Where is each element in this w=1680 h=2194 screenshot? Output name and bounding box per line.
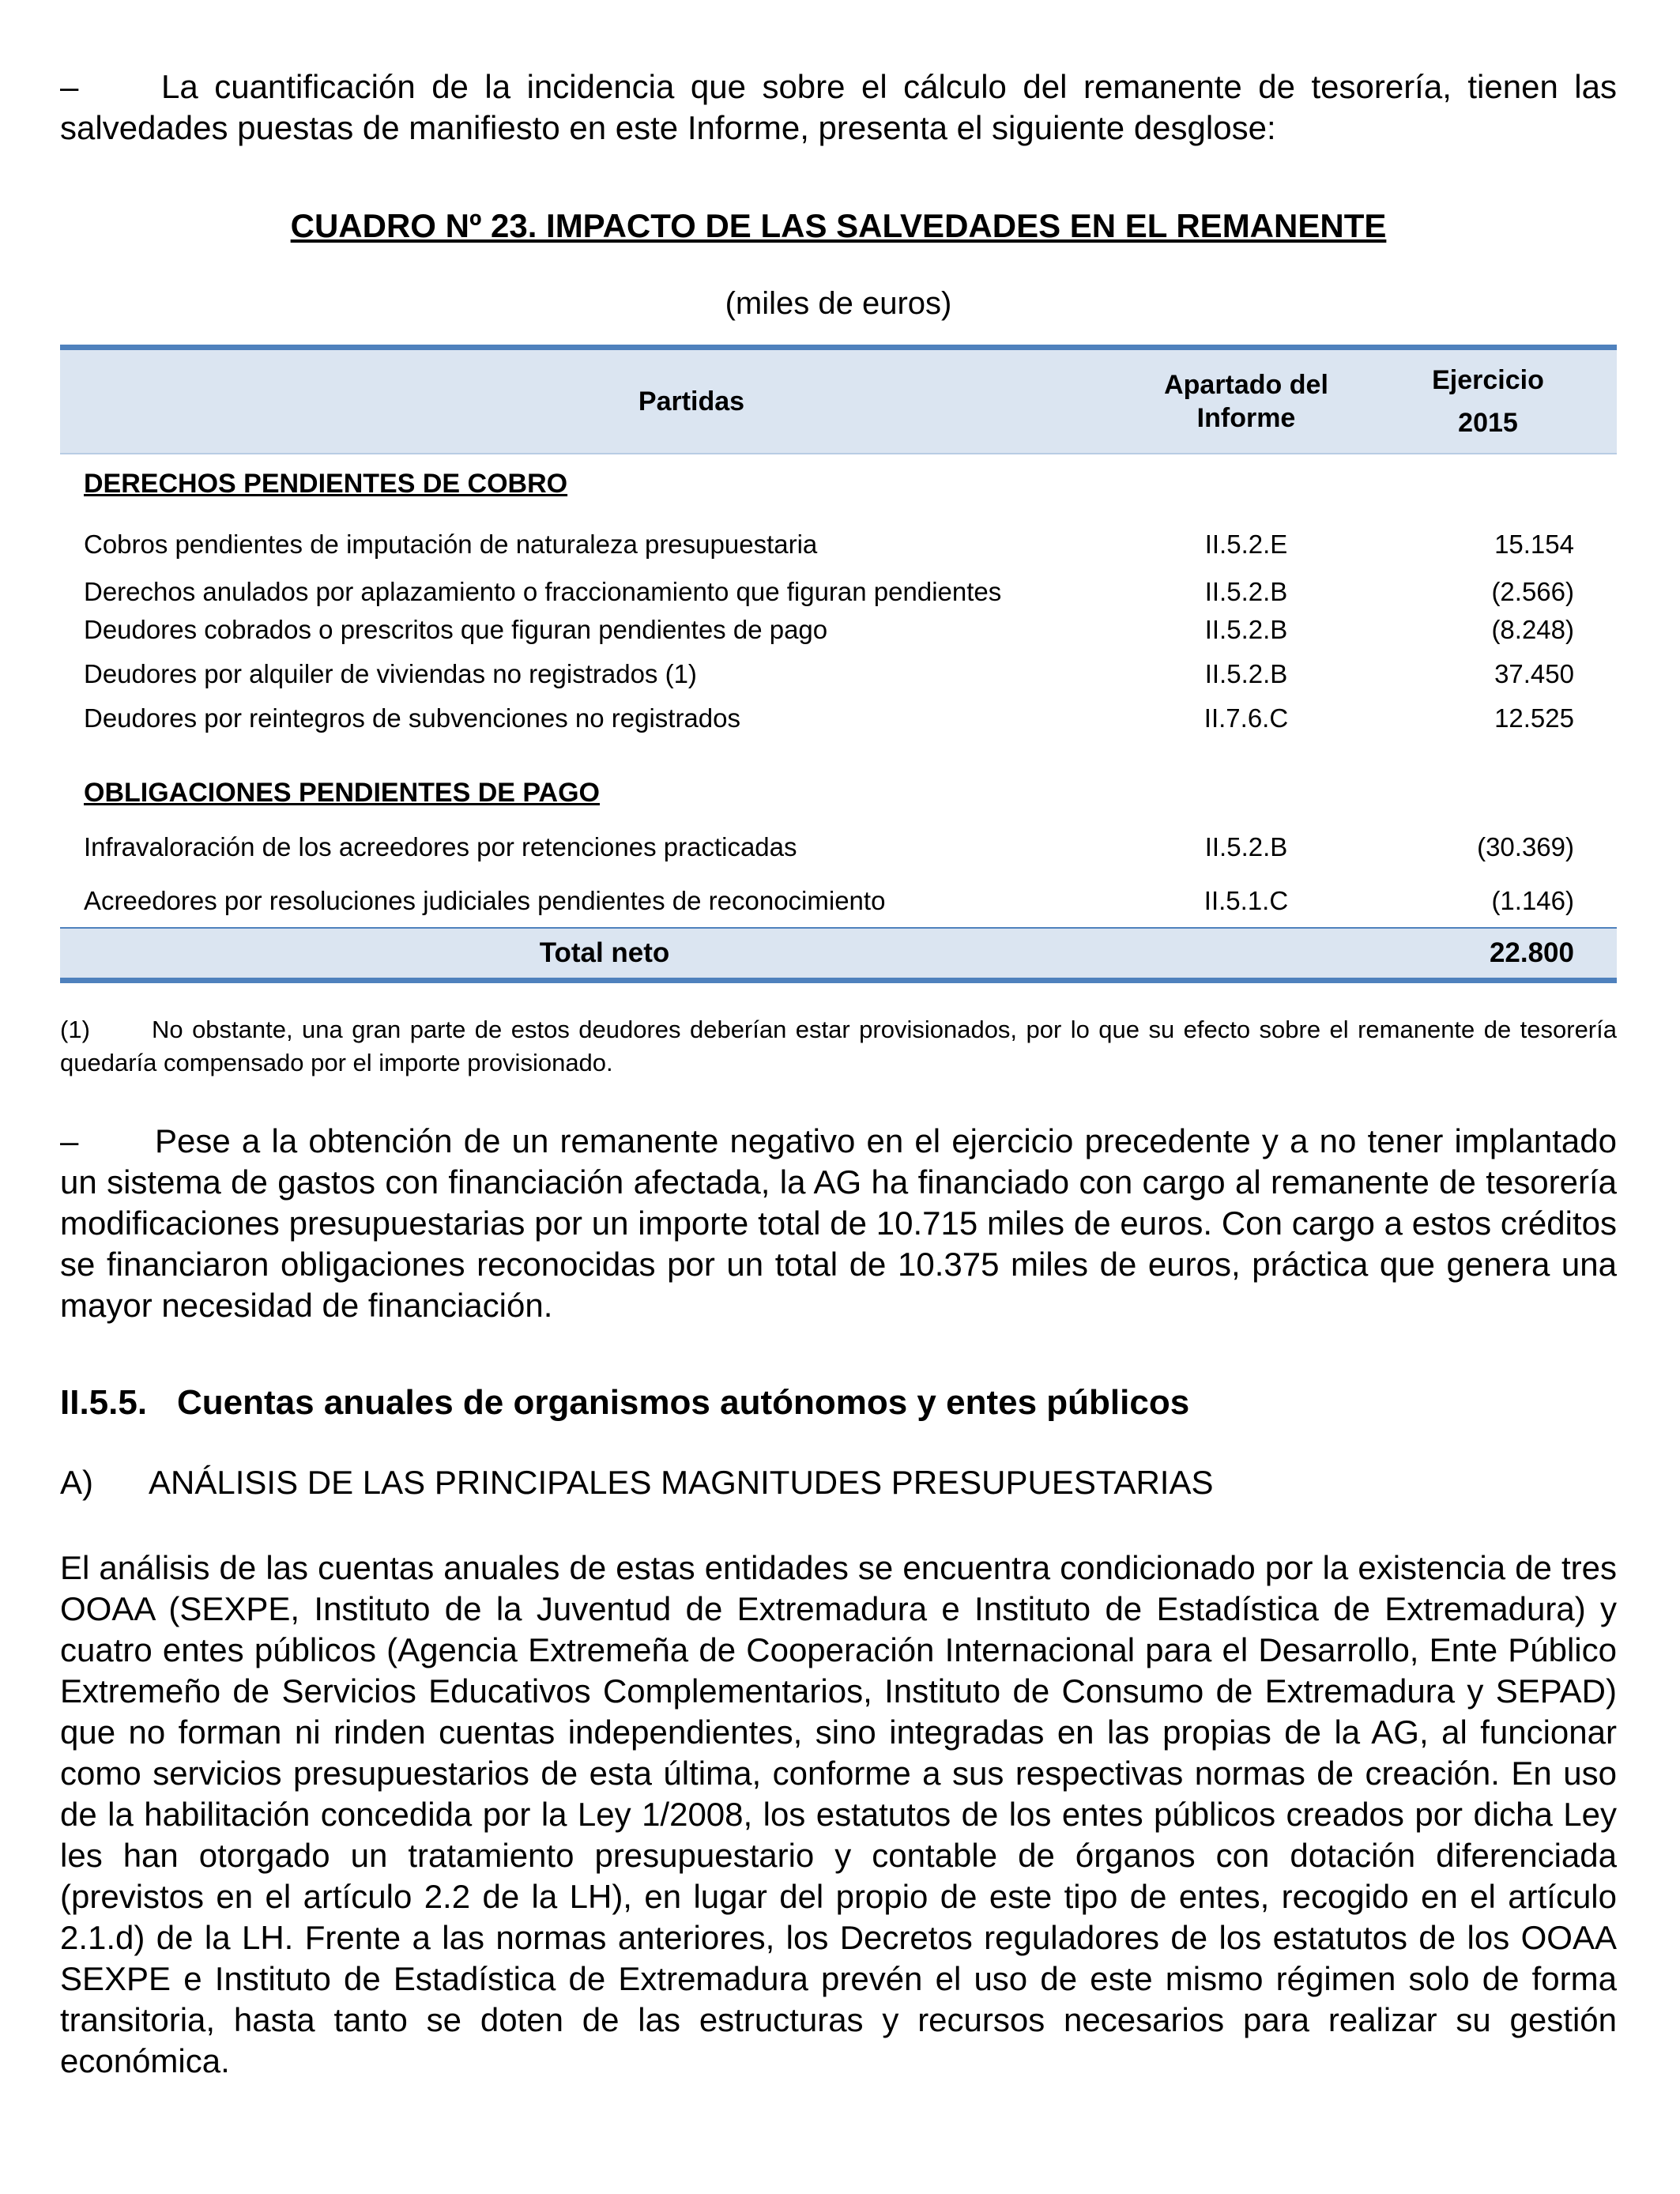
- table-row: [60, 569, 1617, 610]
- table-top-rule: [60, 345, 1617, 350]
- row-apartado: II.5.2.B: [1204, 832, 1288, 861]
- section-heading-row: [60, 454, 1617, 514]
- row-value: (8.248): [1491, 615, 1574, 644]
- section-number: II.5.5.: [60, 1383, 148, 1422]
- row-label: Deudores por alquiler de viviendas no registrados (1): [84, 659, 697, 688]
- section-title: Cuentas anuales de organismos autónomos y entes públicos: [177, 1383, 1190, 1422]
- col-header-ejercicio-label: Ejercicio: [1432, 365, 1544, 395]
- row-label: Cobros pendientes de imputación de naturaleza presupuestaria: [84, 530, 818, 559]
- row-label: Infravaloración de los acreedores por retenciones practicadas: [84, 832, 797, 861]
- row-label: Derechos anulados por aplazamiento o fraccionamiento que figuran pendientes: [84, 577, 1002, 606]
- salvedades-table: [60, 345, 1617, 983]
- section-heading: [60, 1383, 1617, 1423]
- row-value: 15.154: [1494, 530, 1574, 559]
- paragraph-remanente: [60, 1121, 1617, 1326]
- intro-paragraph: [60, 66, 1617, 149]
- row-label: Deudores cobrados o prescritos que figuran pendientes de pago: [84, 615, 828, 644]
- row-apartado: II.5.2.E: [1204, 530, 1288, 559]
- row-apartado: II.7.6.C: [1203, 703, 1289, 733]
- row-apartado: II.5.2.B: [1204, 615, 1288, 644]
- subsection-title: ANÁLISIS DE LAS PRINCIPALES MAGNITUDES PRESUPUESTARIAS: [149, 1464, 1214, 1501]
- para2-dash: –: [60, 1122, 79, 1159]
- table-title: CUADRO Nº 23. IMPACTO DE LAS SALVEDADES EN EL REMANENTE: [290, 207, 1387, 244]
- intro-text: La cuantificación de la incidencia que sobre el cálculo del remanente de tesorería, tienen las salvedades puestas de manifiesto en este Informe, presenta el siguiente desglose:: [60, 68, 1617, 146]
- paragraph-analisis: El análisis de las cuentas anuales de estas entidades se encuentra condicionado por la existencia de tres OOAA (SEXPE, Instituto de la Juventud de Extremadura e Instituto de Estadística de Extremadura) y cuatro entes públicos (Agencia Extremeña de Cooperación Internacional para el Desarrollo, Ente Público Extremeño de Servicios Educativos Complementarios, Instituto de Consumo de Extremadura y SEPAD) que no forman ni rinden cuentas independientes, sino integradas en las propias de la AG, al funcionar como servicios presupuestarios de esta última, conforme a sus respectivas normas de creación. En uso de la habilitación concedida por la Ley 1/2008, los estatutos de los entes públicos creados por dicha Ley les han otorgado un tratamiento presupuestario y contable de órganos con dotación diferenciada (previstos en el artículo 2.2 de la LH), en lugar del propio de este tipo de entes, recogido en el artículo 2.1.d) de la LH. Frente a las normas anteriores, los Decretos reguladores de los estatutos de los OOAA SEXPE e Instituto de Estadística de Extremadura prevén el uso de este mismo régimen solo de forma transitoria, hasta tanto se doten de las estructuras y recursos necesarios para realizar su gestión económica.: [60, 1549, 1617, 2079]
- footnote-text: No obstante, una gran parte de estos deudores deberían estar provisionados, por lo que su efecto sobre el remanente de tesorería quedaría compensado por el importe provisionado.: [60, 1016, 1617, 1076]
- total-row: [60, 928, 1617, 978]
- row-value: (30.369): [1477, 832, 1574, 861]
- table-row: [60, 873, 1617, 928]
- row-value: (2.566): [1491, 577, 1574, 606]
- row-value: (1.146): [1491, 886, 1574, 915]
- section-heading-derechos: DERECHOS PENDIENTES DE COBRO: [84, 469, 568, 499]
- section-heading-obligaciones: OBLIGACIONES PENDIENTES DE PAGO: [84, 778, 601, 808]
- section-heading-row: [60, 738, 1617, 823]
- row-value: 37.450: [1494, 659, 1574, 688]
- table-row: [60, 610, 1617, 650]
- row-apartado: II.5.2.B: [1204, 577, 1288, 606]
- col-header-year: 2015: [1458, 408, 1518, 438]
- table-units: (miles de euros): [725, 286, 952, 321]
- total-label: Total neto: [60, 928, 1133, 978]
- para2-text: Pese a la obtención de un remanente negativo en el ejercicio precedente y a no tener implantado un sistema de gastos con financiación afectada, la AG ha financiado con cargo al remanente de tesorería modificaciones presupuestarias por un importe total de 10.715 miles de euros. Con cargo a estos créditos se financiaron obligaciones reconocidas por un total de 10.375 miles de euros, práctica que genera una mayor necesidad de financiación.: [60, 1122, 1617, 1324]
- table-row: [60, 514, 1617, 569]
- col-header-ejercicio: [1359, 350, 1617, 453]
- subsection-letter: A): [60, 1464, 93, 1501]
- table-row: [60, 823, 1617, 873]
- intro-dash: –: [60, 68, 79, 105]
- table-header-row: [60, 350, 1617, 453]
- table-row: [60, 650, 1617, 694]
- subsection-heading: [60, 1464, 1617, 1502]
- row-apartado: II.5.1.C: [1203, 886, 1289, 915]
- row-label: Deudores por reintegros de subvenciones no registrados: [84, 703, 740, 733]
- total-value: 22.800: [1359, 928, 1617, 978]
- col-header-partidas: Partidas: [60, 350, 1133, 453]
- row-label: Acreedores por resoluciones judiciales pendientes de reconocimiento: [84, 886, 886, 915]
- row-value: 12.525: [1494, 703, 1574, 733]
- table-row: [60, 694, 1617, 738]
- col-header-apartado: Apartado del Informe: [1133, 350, 1359, 453]
- table-bottom-rule: [60, 978, 1617, 983]
- table-footnote: [60, 1013, 1617, 1080]
- row-apartado: II.5.2.B: [1204, 659, 1288, 688]
- footnote-number: (1): [60, 1016, 90, 1043]
